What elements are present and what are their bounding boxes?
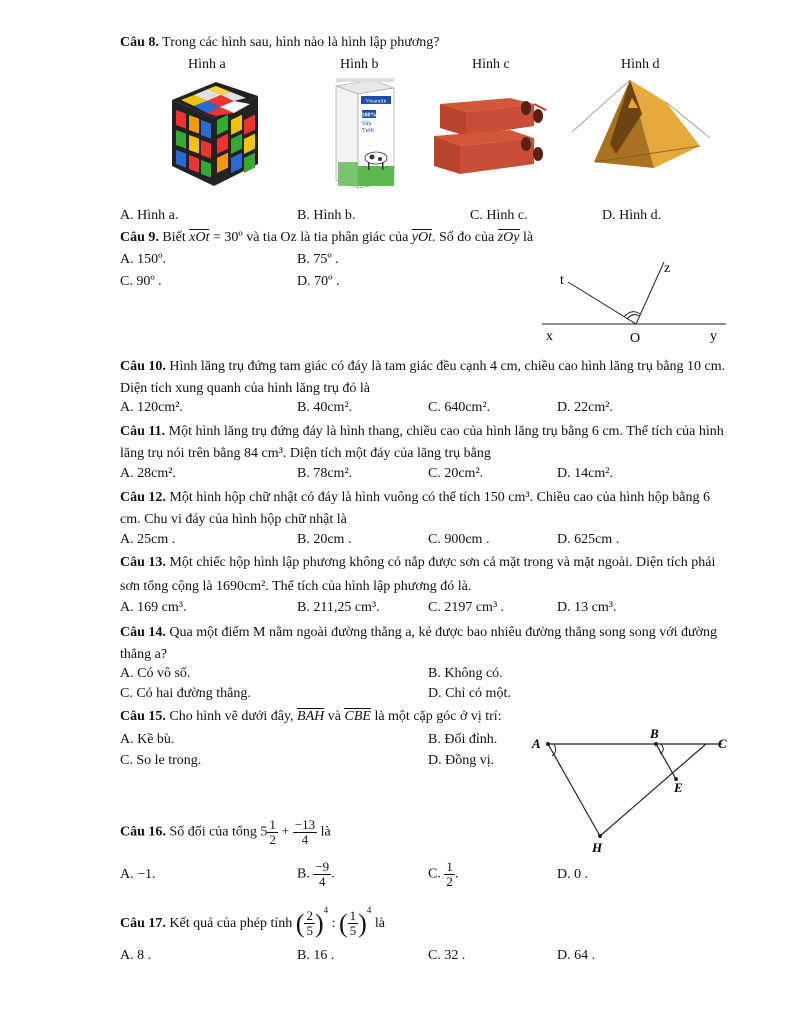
fig15-label-a: A xyxy=(532,736,541,751)
q15-option-d[interactable]: D. Đồng vị. xyxy=(428,753,495,768)
q9-option-b[interactable]: B. 75º . xyxy=(297,252,339,267)
q14-option-a[interactable]: A. Có vô số. xyxy=(120,666,191,681)
q15-stem xyxy=(120,709,502,725)
q17-fraction-1 xyxy=(304,909,315,938)
q16-option-c-prefix: C. xyxy=(428,866,441,882)
fig15-label-c: C xyxy=(718,736,727,751)
fig15-label-e: E xyxy=(674,780,683,795)
q14-option-b[interactable]: B. Không có. xyxy=(428,666,503,681)
q9-stem xyxy=(120,230,533,246)
q17-option-c[interactable]: C. 32 . xyxy=(428,948,466,963)
q13-option-c[interactable]: C. 2197 cm³ . xyxy=(428,600,505,615)
caption-d: Hình d xyxy=(621,57,660,72)
q9-text-a: Biết xyxy=(162,230,186,245)
q12-option-b[interactable]: B. 20cm . xyxy=(297,532,352,547)
q9-angle-figure xyxy=(540,252,730,348)
milk-line3: Tươi xyxy=(362,128,374,134)
q12-option-d[interactable]: D. 625cm . xyxy=(557,532,620,547)
q12-option-c[interactable]: C. 900cm . xyxy=(428,532,490,547)
q11-option-b[interactable]: B. 78cm². xyxy=(297,466,353,481)
q17-stem: Câu 17. Kết quả của phép tính ( $\frac{2}{5}$ )$^4$ : ( $\frac{1}{5}$ )$^4$ là xyxy=(120,905,385,939)
q17-option-a[interactable]: A. 8 . xyxy=(120,948,152,963)
q16-stem xyxy=(120,818,331,847)
q15-option-b[interactable]: B. Đối đỉnh. xyxy=(428,732,498,747)
q13-label: Câu 13. xyxy=(120,555,166,570)
q9-text-c: . Số đo của xyxy=(432,230,495,245)
q16-f2-den: 4 xyxy=(301,832,309,847)
tent-image xyxy=(570,74,722,186)
q16-text-a: Số đối của tổng xyxy=(169,824,257,840)
q14-label: Câu 14. xyxy=(120,625,166,640)
q11-stem xyxy=(120,421,732,465)
q13-option-a[interactable]: A. 169 cm³. xyxy=(120,600,187,615)
q9-option-d[interactable]: D. 70º . xyxy=(297,274,340,289)
q11-option-d[interactable]: D. 14cm². xyxy=(557,466,613,481)
q16-option-b-den: 4 xyxy=(319,874,326,889)
q14-text: Qua một điểm M nằm ngoài đường thẳng a, kẻ được bao nhiêu đường thẳng song song với đường thẳng a? xyxy=(120,625,717,662)
q8-option-c[interactable]: C. Hình c. xyxy=(470,208,528,223)
q15-angle-cbe: CBE xyxy=(344,709,371,724)
fig9-label-y: y xyxy=(710,329,717,344)
q17-text-b: là xyxy=(374,916,385,931)
fig9-label-z: z xyxy=(664,261,671,276)
q17-option-b[interactable]: B. 16 . xyxy=(297,948,335,963)
q16-option-b-num: −9 xyxy=(315,859,330,874)
milk-brand: Vinamilk xyxy=(365,98,387,105)
rubiks-cube-image xyxy=(164,78,264,190)
q15-label: Câu 15. xyxy=(120,709,166,724)
q17-label: Câu 17. xyxy=(120,916,166,931)
q11-option-c[interactable]: C. 20cm². xyxy=(428,466,484,481)
q8-option-b[interactable]: B. Hình b. xyxy=(297,208,356,223)
bricks-image xyxy=(430,92,548,178)
q16-option-c-fraction xyxy=(444,860,455,889)
q12-option-a[interactable]: A. 25cm . xyxy=(120,532,176,547)
q17-div: : xyxy=(331,916,336,931)
q14-option-c[interactable]: C. Có hai đường thẳng. xyxy=(120,686,251,701)
q17-text-a: Kết quả của phép tính xyxy=(169,916,293,931)
q15-text-a: Cho hình vẽ dưới đây, xyxy=(169,709,294,724)
q13-option-d[interactable]: D. 13 cm³. xyxy=(557,600,617,615)
fig15-label-b: B xyxy=(650,726,659,741)
q12-stem xyxy=(120,487,732,531)
q16-option-a[interactable]: A. −1. xyxy=(120,867,156,882)
fig9-label-o: O xyxy=(630,331,641,346)
q9-option-a[interactable]: A. 150º. xyxy=(120,252,166,267)
q14-option-d[interactable]: D. Chỉ có một. xyxy=(428,686,511,701)
q13-stem xyxy=(120,551,732,599)
q16-f1-den: 2 xyxy=(269,832,276,847)
q17-exp-2: 4 xyxy=(366,905,372,915)
q9-text-d: là xyxy=(523,230,534,245)
fig15-label-h: H xyxy=(592,840,603,855)
q15-option-c[interactable]: C. So le trong. xyxy=(120,753,202,768)
q16-f2-num: −13 xyxy=(294,817,316,832)
milk-line2: Sữa xyxy=(362,121,372,127)
q8-option-d[interactable]: D. Hình d. xyxy=(602,208,662,223)
caption-b: Hình b xyxy=(340,57,379,72)
q8-label: Câu 8. xyxy=(120,35,159,50)
q9-option-c[interactable]: C. 90º . xyxy=(120,274,162,289)
q16-whole: 5 xyxy=(260,824,268,840)
q12-text: Một hình hộp chữ nhật có đáy là hình vuông có thể tích 150 cm³. Chiều cao của hình hộp bằng 6 cm. Chu vi đáy của hình hộp chữ nhật là xyxy=(120,490,710,527)
q12-label: Câu 12. xyxy=(120,490,166,505)
q8-stem xyxy=(120,35,439,51)
q15-text-b: và xyxy=(327,709,341,724)
q11-text: Một hình lăng trụ đứng đáy là hình thang, chiều cao của hình lăng trụ bằng 6 cm. Thể tích của hình lăng trụ nói trên bằng 84 cm³. Diện tích một đáy của lăng trụ bằng xyxy=(120,424,724,461)
q14-stem xyxy=(120,622,732,666)
q16-f1-num: 1 xyxy=(269,817,276,832)
milk-line1: 100% xyxy=(361,112,377,119)
q16-option-d[interactable]: D. 0 . xyxy=(557,867,589,882)
q11-option-a[interactable]: A. 28cm². xyxy=(120,466,176,481)
q15-triangle-figure xyxy=(526,726,736,856)
q16-option-b-fraction xyxy=(313,860,331,889)
q16-fraction-2 xyxy=(293,818,317,847)
q15-angle-bah: BAH xyxy=(297,709,325,724)
q10-option-c[interactable]: C. 640cm². xyxy=(428,400,491,415)
q10-text: Hình lăng trụ đứng tam giác có đáy là tam giác đều cạnh 4 cm, chiều cao hình lăng trụ bằng 10 cm. Diện tích xung quanh của hình lăng trụ đó là xyxy=(120,359,726,396)
q10-label: Câu 10. xyxy=(120,359,166,374)
caption-c: Hình c xyxy=(472,57,510,72)
q16-option-c-num: 1 xyxy=(446,859,453,874)
q17-f1-den: 5 xyxy=(306,923,313,939)
q9-angle-yot: yOt xyxy=(411,230,433,245)
q16-text-b: là xyxy=(320,824,331,840)
q17-option-d[interactable]: D. 64 . xyxy=(557,948,596,963)
q13-option-b[interactable]: B. 211,25 cm³. xyxy=(297,600,380,615)
q13-text: Một chiếc hộp hình lập phương không có nắp được sơn cả mặt trong và mặt ngoài. Diện tích phải sơn tổng cộng là 1690cm². Thể tích của hình lập phương đó là. xyxy=(120,555,716,594)
q16-label: Câu 16. xyxy=(120,824,166,840)
q10-option-a[interactable]: A. 120cm². xyxy=(120,400,183,415)
caption-a: Hình a xyxy=(188,57,226,72)
q16-option-b[interactable]: B. $\frac{-9}{4}$ . xyxy=(297,859,335,889)
q16-option-c-den: 2 xyxy=(446,874,453,889)
q9-angle-xot: xOt xyxy=(189,230,210,245)
q10-option-d[interactable]: D. 22cm². xyxy=(557,400,613,415)
q10-option-b[interactable]: B. 40cm². xyxy=(297,400,353,415)
q17-f2-den: 5 xyxy=(349,923,357,939)
q16-plus: + xyxy=(281,824,290,840)
q9-label: Câu 9. xyxy=(120,230,159,245)
q8-option-a[interactable]: A. Hình a. xyxy=(120,208,179,223)
fig9-label-t: t xyxy=(560,273,564,288)
q16-option-c[interactable]: C. $\frac{1}{2}$ . xyxy=(428,859,459,889)
fig9-label-x: x xyxy=(546,329,553,344)
q16-fraction-1 xyxy=(267,818,278,847)
q15-text-c: là một cặp góc ở vị trí: xyxy=(374,709,502,724)
q17-exp-1: 4 xyxy=(323,905,329,915)
q11-label: Câu 11. xyxy=(120,424,166,439)
q17-f2-num: 1 xyxy=(349,908,357,924)
q17-f1-num: 2 xyxy=(306,908,313,924)
q17-fraction-2 xyxy=(348,909,359,938)
q9-text-b: = 30º và tia Oz là tia phân giác của xyxy=(212,230,409,245)
milk-carton-image xyxy=(332,76,398,192)
q10-stem xyxy=(120,356,732,400)
q15-option-a[interactable]: A. Kề bù. xyxy=(120,732,175,747)
q9-angle-zoy: zOy xyxy=(497,230,520,245)
q16-option-b-prefix: B. xyxy=(297,866,310,882)
q8-text: Trong các hình sau, hình nào là hình lập phương? xyxy=(162,35,440,50)
